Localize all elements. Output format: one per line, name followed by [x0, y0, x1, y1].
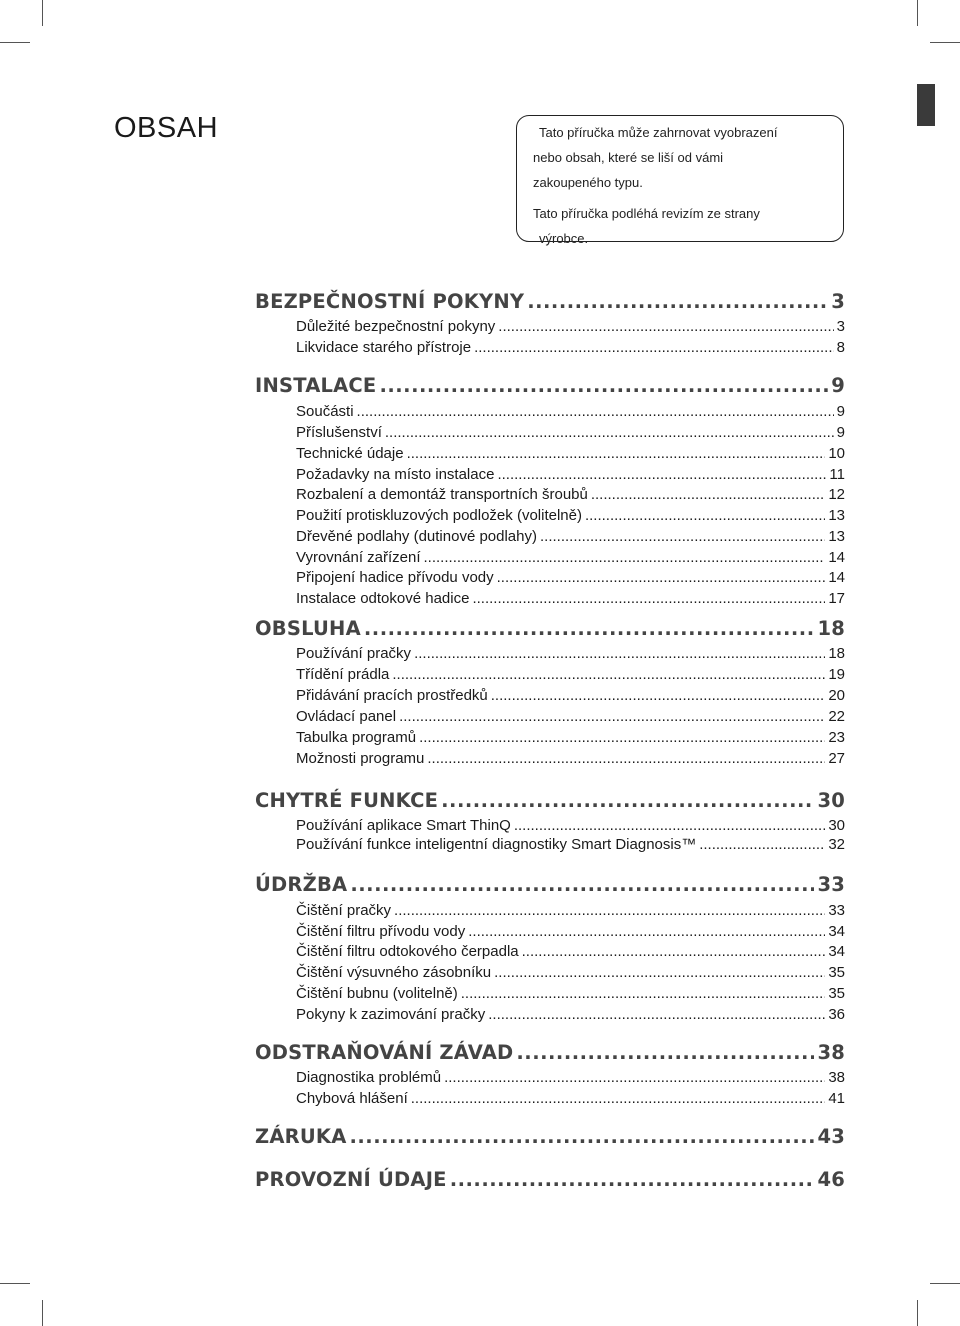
toc-page-number: 35	[828, 964, 845, 981]
dot-leader	[350, 873, 814, 896]
dot-leader	[497, 569, 826, 586]
dot-leader	[540, 528, 825, 545]
toc-item-title: Použití protiskluzových podložek (volitelně)	[296, 507, 582, 524]
toc-item[interactable]	[296, 318, 845, 335]
toc-section-title: INSTALACE	[255, 374, 377, 397]
toc-item[interactable]	[296, 923, 845, 940]
toc-section[interactable]	[255, 789, 845, 812]
toc-page-number: 30	[817, 789, 845, 812]
toc-page-number: 38	[828, 1069, 845, 1086]
toc-page-number: 33	[817, 873, 845, 896]
dot-leader	[527, 290, 828, 313]
toc-item-title: Chybová hlášení	[296, 1090, 408, 1107]
toc-item[interactable]	[296, 1069, 845, 1086]
toc-item-title: Používání pračky	[296, 645, 412, 662]
toc-item[interactable]	[296, 943, 845, 960]
toc-item-title: Technické údaje	[296, 445, 404, 462]
dot-leader	[414, 645, 825, 662]
toc-page-number: 10	[828, 445, 845, 462]
toc-item-title: Možnosti programu	[296, 750, 425, 767]
toc-page-number: 3	[831, 290, 845, 313]
toc-item[interactable]	[296, 528, 845, 545]
dot-leader	[461, 985, 826, 1002]
note-line: zakoupeného typu.	[533, 175, 643, 190]
toc-item-title: Požadavky na místo instalace	[296, 466, 495, 483]
toc-page-number: 19	[828, 666, 845, 683]
toc-item-title: Přidávání pracích prostředků	[296, 687, 488, 704]
dot-leader	[699, 836, 825, 853]
toc-page-number: 13	[828, 528, 845, 545]
toc-item[interactable]	[296, 1006, 845, 1023]
toc-section[interactable]	[255, 374, 845, 397]
dot-leader	[394, 902, 825, 919]
toc-item[interactable]	[296, 708, 845, 725]
toc-item-title: Čištění pračky	[296, 902, 392, 919]
toc-page-number: 18	[817, 617, 845, 640]
toc-section-title: BEZPEČNOSTNÍ POKYNY	[255, 290, 525, 313]
toc-item[interactable]	[296, 836, 845, 853]
toc-item-title: Připojení hadice přívodu vody	[296, 569, 494, 586]
dot-leader	[424, 549, 826, 566]
note-line: výrobce.	[539, 231, 589, 246]
toc-item-title: Vyrovnání zařízení	[296, 549, 421, 566]
dot-leader	[357, 403, 834, 420]
toc-item[interactable]	[296, 750, 845, 767]
toc-item-title: Čištění výsuvného zásobníku	[296, 964, 492, 981]
dot-leader	[497, 466, 826, 483]
note-line: Tato příručka podléhá revizím ze strany	[533, 206, 760, 221]
toc-item-title: Důležité bezpečnostní pokyny	[296, 318, 496, 335]
crop-mark	[930, 1283, 960, 1284]
toc-page-number: 36	[828, 1006, 845, 1023]
toc-page-number: 14	[828, 549, 845, 566]
note-line: Tato příručka může zahrnovat vyobrazení	[539, 125, 778, 140]
toc-item-title: Součásti	[296, 403, 354, 420]
crop-mark	[42, 1300, 43, 1326]
toc-section-title: ÚDRŽBA	[255, 873, 348, 896]
toc-item[interactable]	[296, 507, 845, 524]
crop-mark	[42, 0, 43, 26]
toc-item-title: Pokyny k zazimování pračky	[296, 1006, 486, 1023]
toc-item[interactable]	[296, 1090, 845, 1107]
toc-section[interactable]	[255, 873, 845, 896]
toc-page-number: 17	[828, 590, 845, 607]
dot-leader	[364, 617, 815, 640]
toc-page-number: 34	[828, 943, 845, 960]
dot-leader	[392, 666, 825, 683]
toc-section[interactable]	[255, 617, 845, 640]
toc-item[interactable]	[296, 985, 845, 1002]
dot-leader	[407, 445, 826, 462]
toc-item-title: Likvidace starého přístroje	[296, 339, 472, 356]
dot-leader	[585, 507, 825, 524]
toc-section-title: OBSLUHA	[255, 617, 361, 640]
dot-leader	[516, 1041, 814, 1064]
toc-item-title: Tabulka programů	[296, 729, 417, 746]
toc-page-number: 22	[828, 708, 845, 725]
note-line: nebo obsah, které se liší od vámi	[533, 150, 724, 165]
toc-item-title: Používání aplikace Smart ThinQ	[296, 817, 511, 834]
dot-leader	[491, 687, 826, 704]
toc-page-number: 9	[836, 424, 845, 441]
dot-leader	[399, 708, 825, 725]
toc-item-title: Třídění prádla	[296, 666, 390, 683]
dot-leader	[444, 1069, 825, 1086]
toc-item[interactable]	[296, 964, 845, 981]
toc-page-number: 30	[828, 817, 845, 834]
toc-item-title: Dřevěné podlahy (dutinové podlahy)	[296, 528, 537, 545]
toc-item-title: Příslušenství	[296, 424, 382, 441]
toc-page-number: 34	[828, 923, 845, 940]
toc-page-number: 8	[836, 339, 845, 356]
toc-page-number: 13	[828, 507, 845, 524]
dot-leader	[474, 339, 834, 356]
toc-page-number: 32	[828, 836, 845, 853]
toc-section[interactable]	[255, 1125, 845, 1148]
toc-item-title: Čištění bubnu (volitelně)	[296, 985, 458, 1002]
toc-page-number: 12	[828, 486, 845, 503]
toc-item[interactable]	[296, 486, 845, 503]
dot-leader	[349, 1125, 814, 1148]
dot-leader	[379, 374, 828, 397]
crop-mark	[917, 1300, 918, 1326]
toc-item[interactable]	[296, 466, 845, 483]
toc-page-number: 27	[828, 750, 845, 767]
toc-item-title: Diagnostika problémů	[296, 1069, 442, 1086]
toc-item[interactable]	[296, 645, 845, 662]
crop-mark	[0, 1283, 30, 1284]
dot-leader	[385, 424, 834, 441]
toc-page-number: 41	[828, 1090, 845, 1107]
toc-page-number: 9	[831, 374, 845, 397]
toc-item-title: Čištění filtru přívodu vody	[296, 923, 466, 940]
toc-section-title: ZÁRUKA	[255, 1125, 347, 1148]
toc-page-number: 14	[828, 569, 845, 586]
toc-page-number: 18	[828, 645, 845, 662]
toc-page-number: 35	[828, 985, 845, 1002]
toc-page-number: 9	[836, 403, 845, 420]
dot-leader	[488, 1006, 825, 1023]
toc-section-title: CHYTRÉ FUNKCE	[255, 789, 439, 812]
toc-item[interactable]	[296, 339, 845, 356]
toc-item-title: Ovládací panel	[296, 708, 397, 725]
dot-leader	[450, 1168, 815, 1191]
section-tab-marker	[917, 84, 935, 126]
toc-page-number: 33	[828, 902, 845, 919]
toc-item[interactable]	[296, 817, 845, 834]
toc-item-title: Instalace odtokové hadice	[296, 590, 470, 607]
toc-item-title: Používání funkce inteligentní diagnostiky Smart Diagnosis™	[296, 836, 697, 853]
toc-page-number: 3	[836, 318, 845, 335]
dot-leader	[494, 964, 825, 981]
toc-item[interactable]	[296, 666, 845, 683]
toc-item[interactable]	[296, 549, 845, 566]
crop-mark	[930, 42, 960, 43]
dot-leader	[441, 789, 814, 812]
toc-item-title: Čištění filtru odtokového čerpadla	[296, 943, 519, 960]
toc-page-number: 11	[829, 466, 845, 483]
dot-leader	[468, 923, 825, 940]
toc-item[interactable]	[296, 445, 845, 462]
toc-item[interactable]	[296, 403, 845, 420]
toc-item[interactable]	[296, 569, 845, 586]
dot-leader	[411, 1090, 826, 1107]
toc-section-title: ODSTRAŇOVÁNÍ ZÁVAD	[255, 1041, 514, 1064]
toc-section-title: PROVOZNÍ ÚDAJE	[255, 1168, 447, 1191]
toc-item[interactable]	[296, 424, 845, 441]
toc-item[interactable]	[296, 902, 845, 919]
dot-leader	[427, 750, 825, 767]
dot-leader	[522, 943, 826, 960]
disclaimer-note	[516, 115, 844, 246]
toc-page-number: 20	[828, 687, 845, 704]
toc-page-number: 43	[817, 1125, 845, 1148]
toc-page-number: 46	[817, 1168, 845, 1191]
toc-section[interactable]	[255, 1168, 845, 1191]
toc-item-title: Rozbalení a demontáž transportních šroubů	[296, 486, 588, 503]
dot-leader	[498, 318, 833, 335]
crop-mark	[917, 0, 918, 26]
dot-leader	[514, 817, 825, 834]
crop-mark	[0, 42, 30, 43]
toc-item[interactable]	[296, 590, 845, 607]
toc-section[interactable]	[255, 1041, 845, 1064]
dot-leader	[419, 729, 825, 746]
dot-leader	[472, 590, 825, 607]
dot-leader	[591, 486, 825, 503]
toc-section[interactable]	[255, 290, 845, 313]
page-title: OBSAH	[114, 112, 219, 144]
toc-item[interactable]	[296, 687, 845, 704]
toc-page-number: 23	[828, 729, 845, 746]
toc-item[interactable]	[296, 729, 845, 746]
toc-page-number: 38	[817, 1041, 845, 1064]
